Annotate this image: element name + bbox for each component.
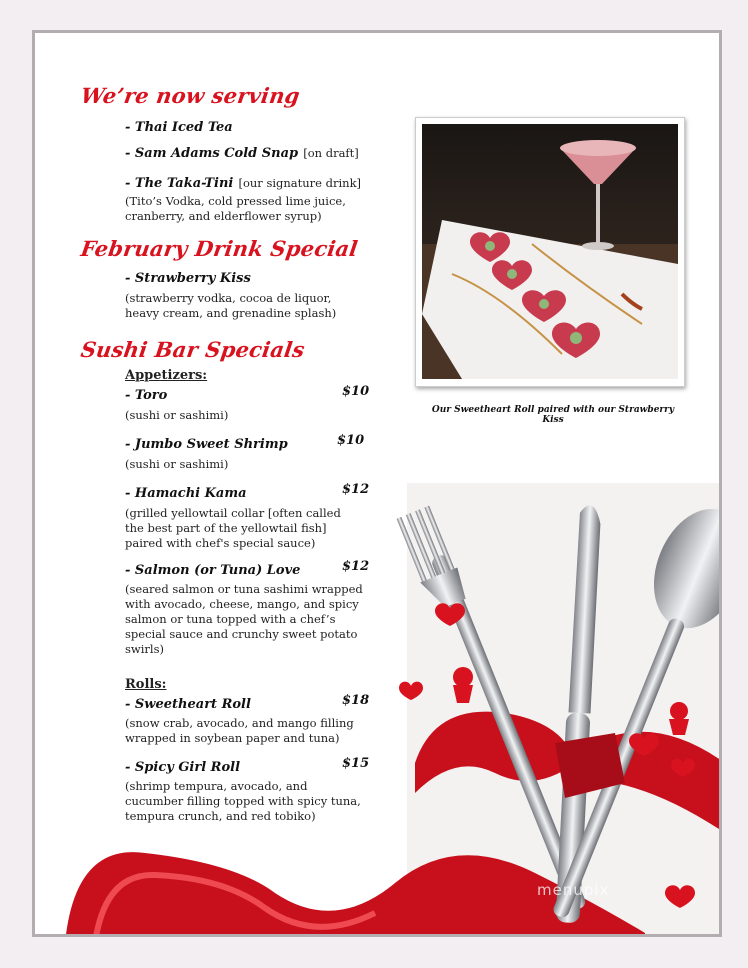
item-description: (seared salmon or tuna sashimi wrapped with avocado, cheese, mango, and spicy salmon or tuna topped with a chef’s special sauce and crunchy sweet potato swirls) <box>125 582 363 656</box>
list-item <box>125 172 401 224</box>
item-price: $12 <box>342 559 370 574</box>
item-description: (shrimp tempura, avocado, and cucumber filling topped with spicy tuna, tempura crunch, and red tobiko) <box>125 779 361 823</box>
cupid-icon <box>648 936 666 937</box>
item-description: (grilled yellowtail collar [often called the best part of the yellowtail fish] paired with chef's special sauce) <box>125 506 341 550</box>
photo-caption: Our Sweetheart Roll paired with our Strawberry Kiss <box>431 405 675 425</box>
item-name: - Spicy Girl Roll <box>125 760 241 775</box>
menu-item <box>125 384 401 423</box>
glass-base <box>582 242 614 250</box>
photo-frame <box>415 117 685 387</box>
item-price: $12 <box>342 482 370 497</box>
list-item <box>125 116 401 142</box>
photo-illustration <box>422 124 678 379</box>
item-name: - Sweetheart Roll <box>125 697 251 712</box>
item-name: - Sam Adams Cold Snap <box>125 146 299 161</box>
drink-foam <box>560 140 636 156</box>
item-price: $15 <box>342 756 370 771</box>
item-description: (Tito’s Vodka, cold pressed lime juice, cranberry, and elderflower syrup) <box>125 194 346 223</box>
list-item <box>125 142 401 172</box>
menu-page <box>32 30 722 937</box>
appetizers-heading: Appetizers: <box>125 368 208 383</box>
cutlery-ribbon-art <box>35 463 722 937</box>
sushi-and-cocktail-photo <box>422 124 678 379</box>
item-description: (snow crab, avocado, and mango filling wrapped in soybean paper and tuna) <box>125 716 354 745</box>
item-description: (sushi or sashimi) <box>125 457 229 471</box>
item-note: [our signature drink] <box>238 176 362 190</box>
item-price: $10 <box>342 384 370 399</box>
item-name: - Hamachi Kama <box>125 486 247 501</box>
watermark: menupix <box>537 881 610 899</box>
item-price: $10 <box>337 433 365 448</box>
cupid-icon <box>453 667 473 687</box>
item-name: - Jumbo Sweet Shrimp <box>125 437 288 452</box>
item-name: - Toro <box>125 388 168 403</box>
item-name: - Thai Iced Tea <box>125 120 233 135</box>
item-note: [on draft] <box>303 146 359 160</box>
section-title-now-serving: We’re now serving <box>79 83 302 108</box>
item-name: - Strawberry Kiss <box>125 271 251 286</box>
item-name: - Salmon (or Tuna) Love <box>125 563 301 578</box>
cupid-icon <box>670 702 688 720</box>
item-description: (sushi or sashimi) <box>125 408 229 422</box>
rolls-heading: Rolls: <box>125 677 167 692</box>
section-title-february: February Drink Special <box>79 236 360 261</box>
item-name: - The Taka-Tini <box>125 176 234 191</box>
list-item <box>125 267 401 321</box>
item-description: (strawberry vodka, cocoa de liquor, heavy cream, and grenadine splash) <box>125 291 337 320</box>
now-serving-list <box>125 116 401 224</box>
section-title-sushi: Sushi Bar Specials <box>79 337 307 362</box>
item-price: $18 <box>342 693 370 708</box>
glass-stem <box>596 184 600 244</box>
february-list <box>125 267 401 321</box>
